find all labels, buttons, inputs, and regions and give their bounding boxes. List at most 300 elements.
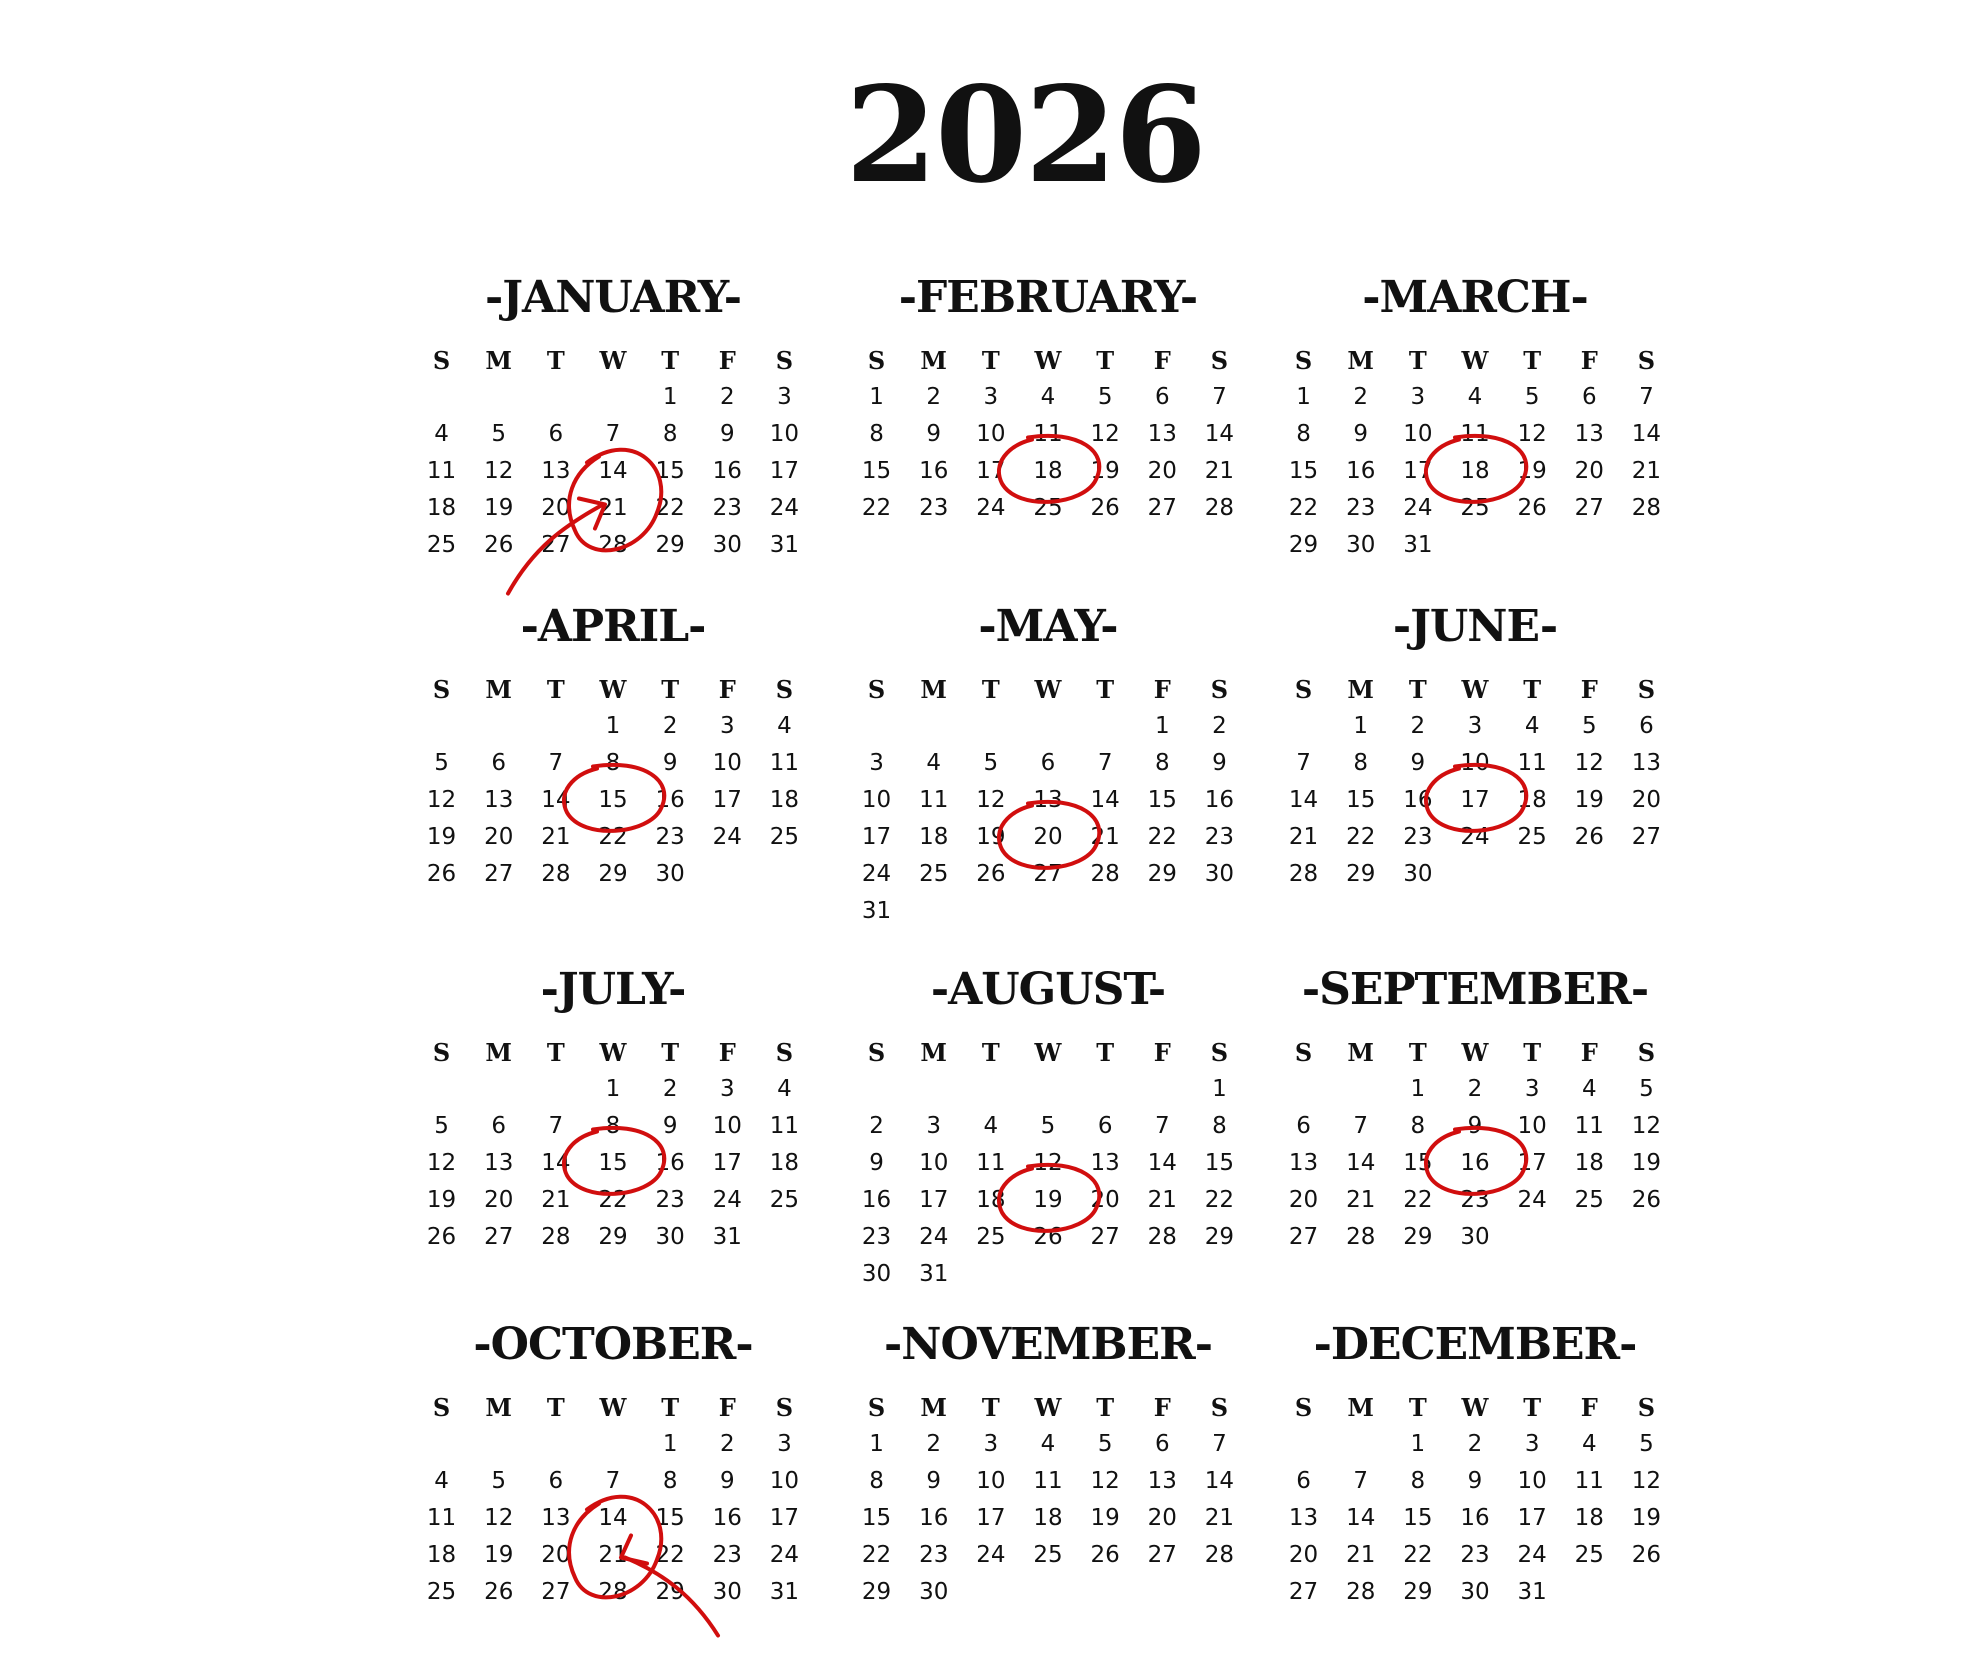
day-cell: 30	[1460, 1579, 1490, 1605]
day-cell: 4	[1467, 384, 1483, 410]
day-cell: 6	[1154, 384, 1170, 410]
empty-day	[962, 708, 1019, 745]
day-cell: 6	[491, 1113, 507, 1139]
day-grid	[1275, 1426, 1675, 1611]
day-cell: 7	[605, 1468, 621, 1494]
day-cell: 18	[1574, 1505, 1604, 1531]
day-cell: 11	[426, 1505, 457, 1531]
day-cell: 30	[1346, 532, 1376, 558]
day-cell: 30	[1460, 1224, 1490, 1250]
day-grid	[848, 708, 1248, 930]
month-title: -JULY-	[540, 964, 686, 1015]
month-august	[848, 960, 1248, 1293]
day-cell: 13	[541, 1505, 571, 1531]
day-cell: 1	[605, 1076, 621, 1102]
empty-day	[527, 1071, 584, 1108]
weekday-label: T	[546, 1393, 565, 1422]
day-cell: 25	[426, 532, 457, 558]
day-cell: 27	[1147, 1542, 1177, 1568]
day-cell: 8	[869, 421, 884, 447]
day-cell: 27	[541, 1579, 571, 1605]
weekday-label: W	[1034, 1393, 1062, 1422]
weekday-label: S	[1637, 346, 1656, 375]
empty-day	[1275, 1426, 1332, 1463]
day-cell: 27	[1288, 1224, 1319, 1250]
day-cell: 2	[1410, 713, 1426, 739]
empty-day	[905, 708, 962, 745]
day-cell: 12	[426, 1150, 457, 1176]
day-cell: 28	[1147, 1224, 1177, 1250]
month-title: -DECEMBER-	[1313, 1319, 1637, 1370]
day-cell: 3	[777, 1431, 792, 1457]
weekday-label: T	[1096, 675, 1115, 704]
day-cell: 11	[1517, 750, 1547, 776]
day-cell: 26	[484, 1579, 514, 1605]
day-cell: 7	[548, 750, 564, 776]
day-cell: 27	[1631, 824, 1662, 850]
day-cell: 24	[1460, 824, 1490, 850]
day-cell: 4	[434, 1468, 449, 1494]
day-grid	[413, 708, 813, 893]
day-cell: 9	[926, 1468, 942, 1494]
day-cell: 18	[1517, 787, 1547, 813]
weekday-label: T	[981, 1038, 1000, 1067]
month-title: -JANUARY-	[484, 272, 742, 323]
day-cell: 19	[484, 1542, 514, 1568]
day-cell: 9	[1353, 421, 1369, 447]
day-cell: 2	[662, 713, 678, 739]
weekday-label: W	[599, 1038, 627, 1067]
day-cell: 11	[1460, 421, 1490, 447]
day-cell: 18	[769, 787, 800, 813]
empty-day	[1019, 1071, 1076, 1108]
day-cell: 28	[541, 861, 571, 887]
weekday-label: W	[599, 675, 627, 704]
day-cell: 5	[434, 750, 449, 776]
day-cell: 25	[919, 861, 949, 887]
month-june	[1275, 597, 1675, 893]
day-cell: 9	[662, 1113, 678, 1139]
weekday-label: S	[1637, 1038, 1656, 1067]
weekday-label: M	[920, 346, 947, 375]
day-cell: 27	[1147, 495, 1177, 521]
empty-day	[470, 1071, 527, 1108]
day-cell: 12	[1033, 1150, 1063, 1176]
day-cell: 26	[484, 532, 514, 558]
empty-day	[527, 708, 584, 745]
weekday-label: T	[1096, 1038, 1115, 1067]
weekday-header	[1275, 1034, 1675, 1071]
weekday-label: T	[1408, 675, 1427, 704]
day-cell: 14	[598, 458, 628, 484]
day-cell: 19	[1574, 787, 1604, 813]
day-cell: 10	[976, 1468, 1006, 1494]
empty-day	[962, 1071, 1019, 1108]
weekday-label: S	[1210, 1038, 1229, 1067]
day-cell: 12	[484, 1505, 514, 1531]
month-april	[413, 597, 813, 893]
day-cell: 10	[1403, 421, 1433, 447]
day-cell: 9	[926, 421, 942, 447]
day-cell: 22	[1403, 1542, 1433, 1568]
day-cell: 12	[484, 458, 514, 484]
day-cell: 1	[1212, 1076, 1227, 1102]
day-cell: 2	[926, 1431, 942, 1457]
day-cell: 13	[484, 1150, 514, 1176]
weekday-label: M	[485, 1393, 512, 1422]
day-cell: 7	[1296, 750, 1311, 776]
day-cell: 21	[598, 1542, 628, 1568]
weekday-label: T	[546, 1038, 565, 1067]
day-cell: 23	[1346, 495, 1376, 521]
day-cell: 8	[1353, 750, 1369, 776]
weekday-label: F	[1153, 675, 1171, 704]
day-cell: 8	[605, 750, 621, 776]
weekday-label: W	[599, 346, 627, 375]
day-cell: 2	[1467, 1076, 1483, 1102]
empty-day	[413, 708, 470, 745]
day-cell: 29	[1288, 532, 1319, 558]
empty-day	[1332, 1071, 1389, 1108]
day-cell: 2	[1212, 713, 1227, 739]
day-cell: 28	[1346, 1224, 1376, 1250]
weekday-header	[1275, 671, 1675, 708]
day-cell: 25	[1033, 495, 1063, 521]
weekday-label: S	[867, 346, 886, 375]
day-cell: 5	[1581, 713, 1597, 739]
day-cell: 28	[1288, 861, 1319, 887]
day-cell: 4	[1040, 384, 1056, 410]
day-cell: 1	[605, 713, 621, 739]
day-cell: 24	[1403, 495, 1433, 521]
weekday-label: M	[1347, 346, 1374, 375]
weekday-label: T	[546, 346, 565, 375]
month-september	[1275, 960, 1675, 1256]
month-title: -AUGUST-	[930, 964, 1166, 1015]
month-january	[413, 268, 813, 564]
day-cell: 4	[926, 750, 942, 776]
day-cell: 14	[541, 787, 571, 813]
day-cell: 4	[1040, 1431, 1056, 1457]
day-cell: 12	[1631, 1113, 1662, 1139]
day-cell: 25	[1460, 495, 1490, 521]
day-cell: 24	[712, 1187, 742, 1213]
day-cell: 7	[1097, 750, 1113, 776]
day-cell: 23	[655, 824, 685, 850]
day-cell: 21	[541, 1187, 571, 1213]
day-cell: 23	[919, 1542, 949, 1568]
weekday-label: W	[1461, 346, 1489, 375]
weekday-header	[848, 671, 1248, 708]
day-cell: 28	[598, 532, 628, 558]
day-cell: 20	[541, 495, 571, 521]
day-cell: 3	[983, 384, 999, 410]
day-cell: 11	[769, 750, 800, 776]
day-cell: 17	[976, 458, 1006, 484]
day-cell: 7	[605, 421, 621, 447]
day-grid	[413, 379, 813, 564]
day-cell: 15	[1403, 1505, 1433, 1531]
day-cell: 6	[1097, 1113, 1113, 1139]
day-cell: 15	[861, 458, 892, 484]
day-cell: 28	[1204, 1542, 1235, 1568]
day-cell: 23	[1204, 824, 1235, 850]
day-cell: 15	[861, 1505, 892, 1531]
day-cell: 21	[1631, 458, 1662, 484]
day-cell: 10	[919, 1150, 949, 1176]
day-cell: 2	[869, 1113, 884, 1139]
day-cell: 6	[1296, 1113, 1311, 1139]
day-cell: 8	[1410, 1113, 1426, 1139]
weekday-label: F	[1153, 1393, 1171, 1422]
day-cell: 11	[1574, 1468, 1604, 1494]
month-title: -OCTOBER-	[473, 1319, 753, 1370]
day-cell: 11	[769, 1113, 800, 1139]
day-grid	[413, 1071, 813, 1256]
day-cell: 19	[1090, 1505, 1120, 1531]
day-cell: 18	[769, 1150, 800, 1176]
weekday-label: S	[1637, 675, 1656, 704]
day-cell: 8	[1410, 1468, 1426, 1494]
day-cell: 26	[426, 1224, 457, 1250]
day-cell: 26	[1090, 1542, 1120, 1568]
day-cell: 28	[1204, 495, 1235, 521]
year-title: 2026	[845, 58, 1205, 213]
day-cell: 16	[919, 1505, 949, 1531]
day-cell: 30	[655, 861, 685, 887]
weekday-label: S	[1210, 346, 1229, 375]
day-cell: 7	[548, 1113, 564, 1139]
weekday-label: F	[1153, 1038, 1171, 1067]
day-cell: 14	[1631, 421, 1662, 447]
empty-day	[1019, 708, 1076, 745]
day-cell: 10	[769, 1468, 800, 1494]
month-title: -MARCH-	[1362, 272, 1588, 323]
month-march	[1275, 268, 1675, 564]
empty-day	[527, 1426, 584, 1463]
day-cell: 16	[1460, 1150, 1490, 1176]
weekday-label: W	[599, 1393, 627, 1422]
day-cell: 12	[1090, 1468, 1120, 1494]
weekday-header	[413, 671, 813, 708]
weekday-label: S	[867, 1038, 886, 1067]
day-cell: 13	[1033, 787, 1063, 813]
empty-day	[848, 708, 905, 745]
day-cell: 11	[426, 458, 457, 484]
empty-day	[413, 1426, 470, 1463]
empty-day	[470, 708, 527, 745]
day-cell: 26	[976, 861, 1006, 887]
weekday-label: F	[718, 1393, 736, 1422]
day-cell: 1	[1410, 1431, 1426, 1457]
day-cell: 17	[769, 1505, 800, 1531]
weekday-header	[848, 1389, 1248, 1426]
day-cell: 25	[1033, 1542, 1063, 1568]
weekday-label: W	[1461, 675, 1489, 704]
weekday-label: S	[432, 1393, 451, 1422]
day-cell: 4	[1581, 1076, 1597, 1102]
weekday-label: T	[1523, 675, 1542, 704]
weekday-label: T	[1408, 1038, 1427, 1067]
day-cell: 13	[1288, 1150, 1319, 1176]
day-cell: 16	[712, 458, 742, 484]
day-cell: 3	[1524, 1076, 1540, 1102]
day-cell: 14	[1147, 1150, 1177, 1176]
day-cell: 3	[1524, 1431, 1540, 1457]
day-cell: 14	[1288, 787, 1319, 813]
day-cell: 15	[1346, 787, 1376, 813]
empty-day	[905, 1071, 962, 1108]
weekday-label: S	[1294, 346, 1313, 375]
day-cell: 29	[1204, 1224, 1235, 1250]
day-cell: 8	[1296, 421, 1311, 447]
day-cell: 3	[926, 1113, 942, 1139]
day-cell: 9	[719, 421, 735, 447]
weekday-label: S	[775, 1393, 794, 1422]
day-cell: 13	[541, 458, 571, 484]
weekday-label: F	[1153, 346, 1171, 375]
day-cell: 12	[1517, 421, 1547, 447]
day-cell: 29	[1403, 1224, 1433, 1250]
empty-day	[527, 379, 584, 416]
day-cell: 31	[769, 532, 800, 558]
day-cell: 31	[712, 1224, 742, 1250]
day-cell: 15	[1403, 1150, 1433, 1176]
weekday-label: S	[1210, 675, 1229, 704]
day-cell: 9	[1410, 750, 1426, 776]
day-cell: 11	[1033, 1468, 1063, 1494]
day-cell: 7	[1353, 1468, 1369, 1494]
day-grid	[413, 1426, 813, 1611]
day-cell: 6	[491, 750, 507, 776]
weekday-label: W	[1034, 1038, 1062, 1067]
month-february	[848, 268, 1248, 527]
weekday-label: S	[1637, 1393, 1656, 1422]
empty-day	[1275, 708, 1332, 745]
weekday-label: T	[1523, 346, 1542, 375]
day-cell: 12	[1090, 421, 1120, 447]
day-cell: 7	[1212, 384, 1227, 410]
empty-day	[584, 379, 641, 416]
day-cell: 18	[426, 495, 457, 521]
day-cell: 24	[1517, 1542, 1547, 1568]
day-cell: 30	[1403, 861, 1433, 887]
month-october	[413, 1315, 813, 1611]
day-cell: 25	[976, 1224, 1006, 1250]
weekday-label: M	[485, 675, 512, 704]
day-cell: 13	[1631, 750, 1662, 776]
day-cell: 9	[1212, 750, 1227, 776]
day-cell: 27	[1574, 495, 1604, 521]
day-cell: 24	[919, 1224, 949, 1250]
weekday-label: T	[661, 1038, 680, 1067]
day-cell: 13	[1090, 1150, 1120, 1176]
weekday-header	[413, 1389, 813, 1426]
day-cell: 6	[1040, 750, 1056, 776]
weekday-label: S	[1294, 675, 1313, 704]
day-cell: 27	[541, 532, 571, 558]
weekday-label: F	[718, 675, 736, 704]
day-cell: 16	[1204, 787, 1235, 813]
day-cell: 19	[426, 1187, 457, 1213]
day-cell: 23	[712, 1542, 742, 1568]
day-cell: 15	[655, 458, 685, 484]
day-cell: 10	[1517, 1113, 1547, 1139]
day-cell: 5	[1097, 384, 1113, 410]
day-cell: 22	[861, 495, 892, 521]
day-cell: 24	[769, 495, 800, 521]
day-cell: 1	[1296, 384, 1311, 410]
weekday-header	[1275, 342, 1675, 379]
day-cell: 9	[719, 1468, 735, 1494]
day-cell: 3	[719, 1076, 735, 1102]
empty-day	[1134, 1071, 1191, 1108]
empty-day	[1077, 1071, 1134, 1108]
day-cell: 22	[1147, 824, 1177, 850]
month-title: -MAY-	[978, 601, 1118, 652]
weekday-label: M	[485, 346, 512, 375]
day-cell: 29	[655, 1579, 685, 1605]
weekday-header	[848, 342, 1248, 379]
day-cell: 8	[1154, 750, 1170, 776]
day-cell: 17	[1517, 1150, 1547, 1176]
day-cell: 29	[598, 861, 628, 887]
empty-day	[413, 1071, 470, 1108]
day-cell: 13	[1147, 421, 1177, 447]
day-cell: 9	[1467, 1113, 1483, 1139]
day-cell: 10	[712, 1113, 742, 1139]
day-cell: 23	[1460, 1187, 1490, 1213]
day-cell: 7	[1212, 1431, 1227, 1457]
day-cell: 22	[1403, 1187, 1433, 1213]
day-cell: 19	[484, 495, 514, 521]
day-cell: 13	[484, 787, 514, 813]
day-cell: 16	[1346, 458, 1376, 484]
day-cell: 2	[1467, 1431, 1483, 1457]
day-cell: 25	[1517, 824, 1547, 850]
day-grid	[1275, 379, 1675, 564]
day-cell: 28	[1090, 861, 1120, 887]
day-cell: 25	[1574, 1542, 1604, 1568]
weekday-label: T	[661, 346, 680, 375]
day-cell: 1	[662, 384, 678, 410]
weekday-label: S	[432, 346, 451, 375]
day-cell: 2	[1353, 384, 1369, 410]
weekday-label: S	[1294, 1393, 1313, 1422]
month-december	[1275, 1315, 1675, 1611]
day-cell: 1	[662, 1431, 678, 1457]
day-cell: 18	[1460, 458, 1490, 484]
day-cell: 20	[1288, 1187, 1319, 1213]
day-cell: 24	[769, 1542, 800, 1568]
day-cell: 14	[1204, 421, 1235, 447]
day-cell: 17	[1517, 1505, 1547, 1531]
day-cell: 30	[655, 1224, 685, 1250]
day-cell: 29	[655, 532, 685, 558]
day-cell: 4	[777, 1076, 792, 1102]
day-cell: 5	[1639, 1076, 1654, 1102]
day-cell: 18	[919, 824, 949, 850]
day-cell: 3	[719, 713, 735, 739]
day-cell: 14	[1346, 1150, 1376, 1176]
day-cell: 18	[976, 1187, 1006, 1213]
day-cell: 16	[712, 1505, 742, 1531]
day-cell: 12	[976, 787, 1006, 813]
empty-day	[1077, 708, 1134, 745]
day-cell: 30	[712, 532, 742, 558]
day-cell: 16	[1460, 1505, 1490, 1531]
day-cell: 4	[983, 1113, 999, 1139]
